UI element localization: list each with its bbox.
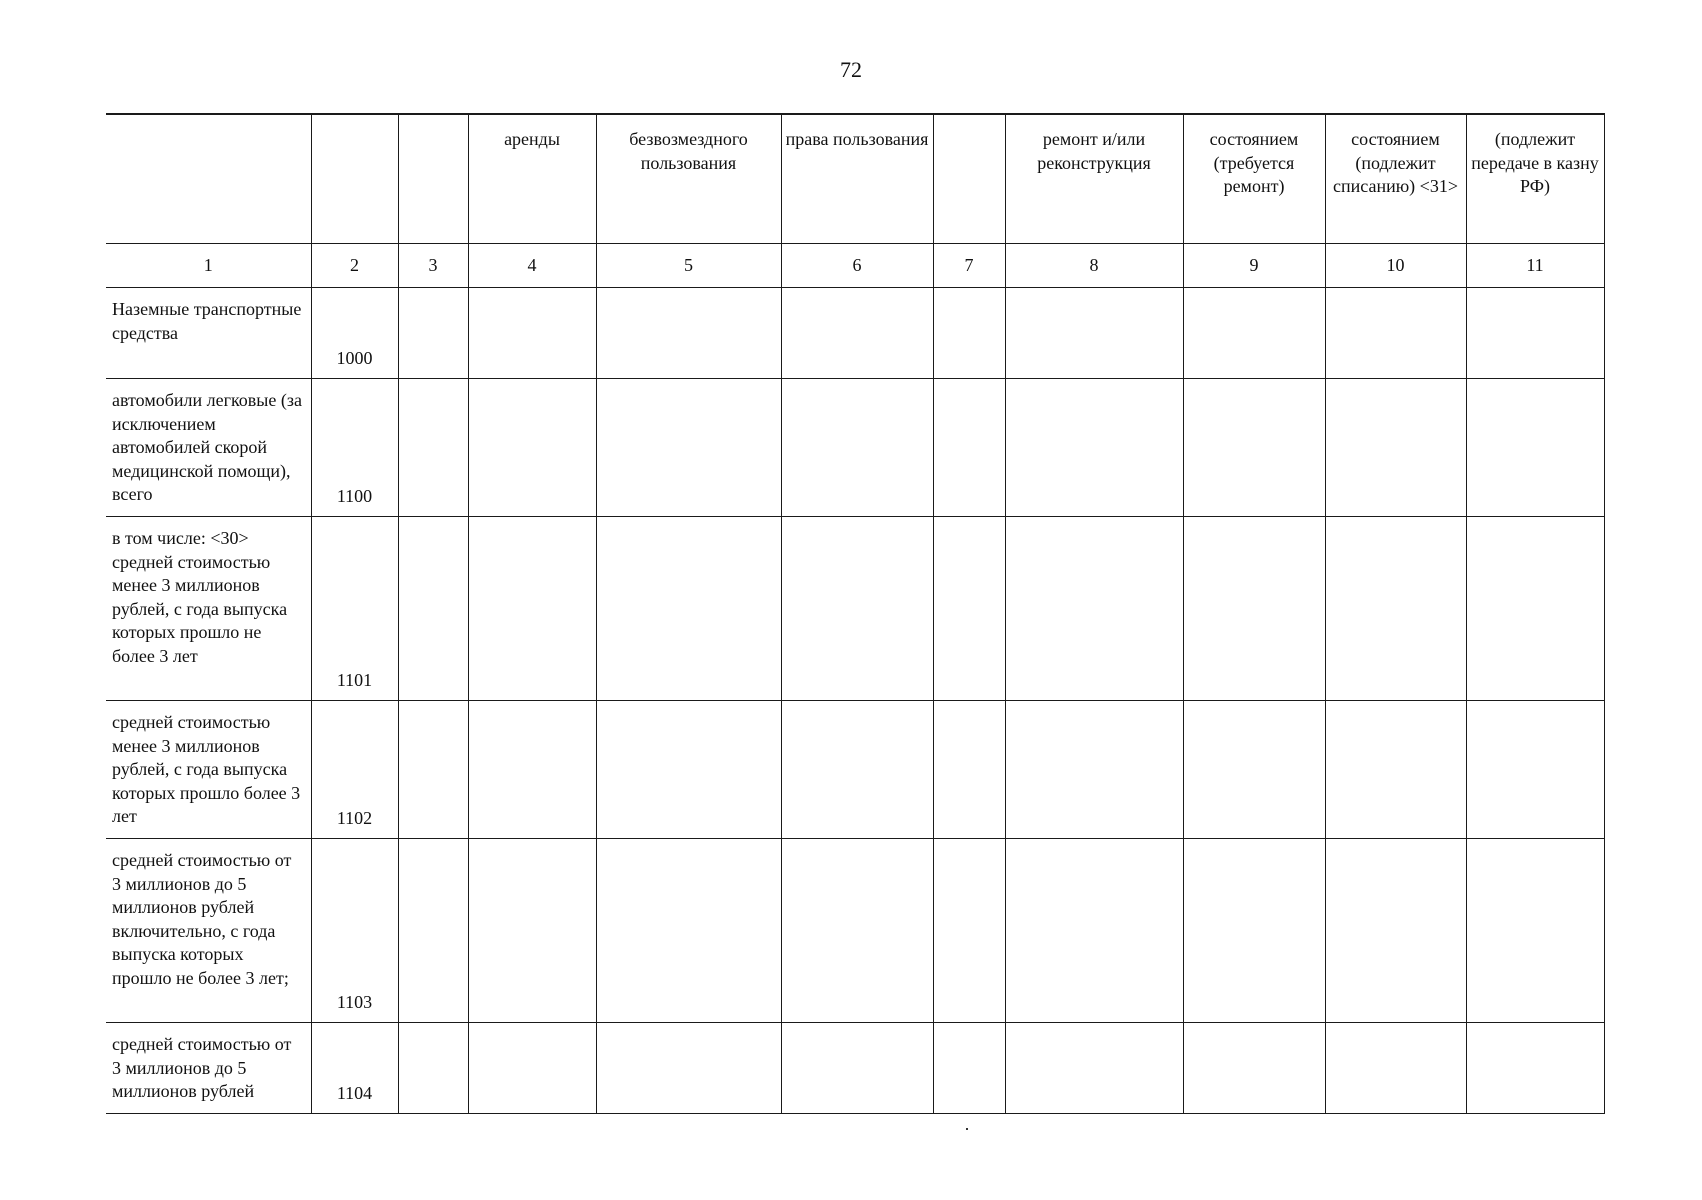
row-label: средней стоимостью от 3 миллионов до 5 миллионов рублей (106, 1023, 311, 1114)
col-header-9: состоянием (требуется ремонт) (1183, 114, 1325, 244)
table-cell (398, 379, 468, 517)
table-cell (468, 379, 596, 517)
col-header-2 (311, 114, 398, 244)
table-cell (1466, 517, 1604, 701)
table-cell (1005, 379, 1183, 517)
column-number-row (106, 244, 1604, 288)
table-cell (468, 288, 596, 379)
col-number-7: 7 (933, 244, 1005, 288)
transport-assets-table (106, 113, 1605, 1114)
table-cell (1183, 701, 1325, 839)
table-cell (781, 288, 933, 379)
table-row (106, 701, 1604, 839)
table-cell (398, 839, 468, 1023)
col-header-3 (398, 114, 468, 244)
col-header-4: аренды (468, 114, 596, 244)
table-cell (468, 701, 596, 839)
col-header-6: права пользования (781, 114, 933, 244)
col-number-9: 9 (1183, 244, 1325, 288)
table-cell (398, 1023, 468, 1114)
table-row (106, 839, 1604, 1023)
table-cell (398, 288, 468, 379)
table-row (106, 379, 1604, 517)
table-cell (596, 379, 781, 517)
row-label: автомобили легковые (за исключением автомобилей скорой медицинской помощи), всего (106, 379, 311, 517)
table-cell (933, 1023, 1005, 1114)
page-number: 72 (840, 57, 862, 82)
table-cell (1466, 1023, 1604, 1114)
table-cell (781, 379, 933, 517)
table-row (106, 288, 1604, 379)
table-cell (398, 701, 468, 839)
col-header-8: ремонт и/или реконструкция (1005, 114, 1183, 244)
table-cell (1183, 1023, 1325, 1114)
table-cell (596, 1023, 781, 1114)
col-number-8: 8 (1005, 244, 1183, 288)
table-cell (933, 517, 1005, 701)
table-cell (596, 839, 781, 1023)
row-code: 1104 (311, 1023, 398, 1114)
table-cell (1183, 288, 1325, 379)
col-number-5: 5 (596, 244, 781, 288)
col-number-2: 2 (311, 244, 398, 288)
col-number-11: 11 (1466, 244, 1604, 288)
col-header-1 (106, 114, 311, 244)
column-header-row (106, 114, 1604, 244)
table-cell (1005, 839, 1183, 1023)
table-cell (1183, 517, 1325, 701)
table-cell (1325, 379, 1466, 517)
table-cell (1466, 379, 1604, 517)
table-cell (596, 701, 781, 839)
col-header-5: безвозмездного пользования (596, 114, 781, 244)
table-cell (933, 379, 1005, 517)
table-cell (1005, 701, 1183, 839)
table-cell (1325, 701, 1466, 839)
table-cell (1325, 288, 1466, 379)
table-cell (1183, 379, 1325, 517)
table-cell (781, 517, 933, 701)
col-number-4: 4 (468, 244, 596, 288)
table-cell (596, 288, 781, 379)
row-label: в том числе: <30> средней стоимостью менее 3 миллионов рублей, с года выпуска которых прошло не более 3 лет (106, 517, 311, 701)
table-cell (596, 517, 781, 701)
table-cell (1005, 517, 1183, 701)
row-code: 1100 (311, 379, 398, 517)
col-header-11: (подлежит передаче в казну РФ) (1466, 114, 1604, 244)
table-cell (933, 288, 1005, 379)
table-cell (933, 701, 1005, 839)
row-label: Наземные транспортные средства (106, 288, 311, 379)
table-cell (1325, 517, 1466, 701)
row-code: 1000 (311, 288, 398, 379)
table-cell (1005, 1023, 1183, 1114)
table-row (106, 517, 1604, 701)
table-cell (781, 701, 933, 839)
table-cell (933, 839, 1005, 1023)
row-code: 1103 (311, 839, 398, 1023)
scan-speck (966, 1128, 968, 1130)
row-code: 1101 (311, 517, 398, 701)
table-cell (1005, 288, 1183, 379)
table-cell (1325, 1023, 1466, 1114)
table-cell (781, 839, 933, 1023)
table-cell (1466, 701, 1604, 839)
table-cell (781, 1023, 933, 1114)
table-cell (1466, 288, 1604, 379)
col-number-3: 3 (398, 244, 468, 288)
col-header-10: состоянием (подлежит списанию) <31> (1325, 114, 1466, 244)
col-number-1: 1 (106, 244, 311, 288)
row-code: 1102 (311, 701, 398, 839)
col-number-10: 10 (1325, 244, 1466, 288)
table-cell (1466, 839, 1604, 1023)
row-label: средней стоимостью от 3 миллионов до 5 миллионов рублей включительно, с года выпуска которых прошло не более 3 лет; (106, 839, 311, 1023)
table-cell (1183, 839, 1325, 1023)
table-cell (468, 839, 596, 1023)
table-cell (468, 1023, 596, 1114)
col-header-7 (933, 114, 1005, 244)
col-number-6: 6 (781, 244, 933, 288)
row-label: средней стоимостью менее 3 миллионов рублей, с года выпуска которых прошло более 3 лет (106, 701, 311, 839)
table-row (106, 1023, 1604, 1114)
table-cell (1325, 839, 1466, 1023)
table-cell (398, 517, 468, 701)
table-cell (468, 517, 596, 701)
